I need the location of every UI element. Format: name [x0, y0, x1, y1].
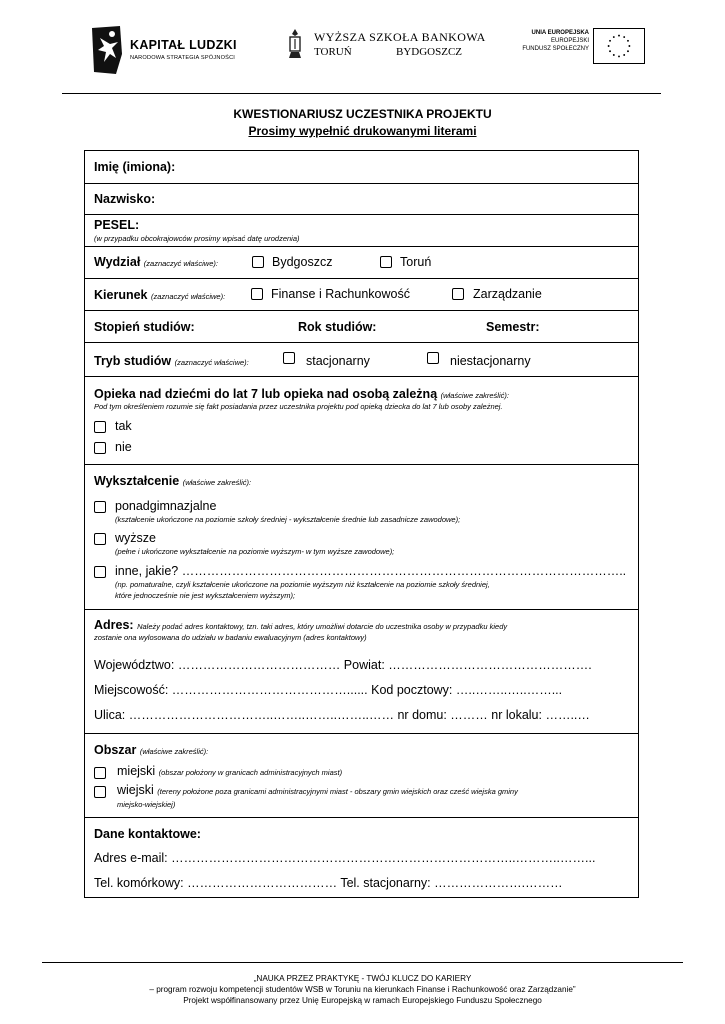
option-wiejski [117, 783, 518, 797]
kierunek-label [94, 288, 225, 302]
obszar-note: (właściwe zakreślić): [139, 747, 209, 756]
page-subtitle-text: Prosimy wypełnić drukowanymi literami [248, 124, 477, 138]
option-bydgoszcz: Bydgoszcz [272, 255, 333, 269]
kontakt-line-email[interactable]: Adres e-mail: ………………………………………………………………………..………..……... [94, 851, 596, 865]
footer-line-1: „NAUKA PRZEZ PRAKTYKĘ - TWÓJ KLUCZ DO KARIERY [253, 974, 472, 983]
kapital-ludzki-mark-icon [90, 24, 124, 76]
checkbox-nie[interactable] [94, 442, 106, 454]
opieka-label-text: Opieka nad dziećmi do lat 7 lub opieka nad osobą zależną [94, 387, 438, 401]
obszar-label [94, 743, 208, 757]
ponadgimnazjalne-note: (kształcenie ukończone na poziomie szkoły średniej - wykształcenie średnie lub zasadnicze zawodowe); [115, 515, 461, 524]
checkbox-finanse[interactable] [251, 288, 263, 300]
checkbox-stacjonarny[interactable] [283, 352, 295, 364]
obszar-label-text: Obszar [94, 743, 137, 757]
row-opieka [85, 377, 638, 465]
pesel-label: PESEL: [94, 218, 140, 232]
option-miejski-text: miejski [117, 764, 156, 778]
row-imie[interactable] [85, 151, 638, 184]
ue-line-2: EUROPEJSKI [550, 38, 589, 44]
adres-note-2: zostanie ona wylosowana do udziału w badaniu ewaluacyjnym (adres kontaktowy) [94, 633, 367, 642]
row-tryb [85, 343, 638, 377]
kierunek-label-text: Kierunek [94, 288, 148, 302]
kapital-ludzki-subtitle: NARODOWA STRATEGIA SPÓJNOŚCI [130, 55, 236, 61]
option-niestacjonarny: niestacjonarny [450, 354, 531, 368]
page-subtitle [0, 124, 725, 138]
tryb-label [94, 354, 249, 368]
kierunek-note: (zaznaczyć właściwe): [150, 292, 226, 301]
option-zarzadzanie: Zarządzanie [473, 287, 542, 301]
wsb-city-torun: TORUŃ [314, 46, 352, 58]
adres-line-wojewodztwo[interactable]: Województwo: ………………………………… Powiat: …………………………………………. [94, 658, 592, 672]
ue-efs-logo [497, 28, 645, 64]
kapital-ludzki-title: KAPITAŁ LUDZKI [130, 38, 237, 52]
row-kierunek [85, 279, 638, 311]
option-wyzsze: wyższe [115, 531, 156, 545]
questionnaire-form [84, 150, 639, 898]
row-wyksztalcenie [85, 465, 638, 610]
stopien-label[interactable]: Stopień studiów: [94, 320, 195, 334]
opieka-note: (właściwe zakreślić): [440, 391, 509, 400]
wyzsze-note: (pełne i ukończone wykształcenie na poziomie wyższym- w tym wyższe zawodowe); [115, 547, 395, 556]
option-miejski [117, 764, 342, 778]
ue-text [497, 29, 589, 53]
checkbox-inne[interactable] [94, 566, 106, 578]
row-obszar [85, 734, 638, 818]
checkbox-torun[interactable] [380, 256, 392, 268]
ue-line-1: UNIA EUROPEJSKA [531, 30, 589, 36]
option-stacjonarny: stacjonarny [306, 354, 370, 368]
wsb-city-bydgoszcz: BYDGOSZCZ [396, 46, 463, 58]
checkbox-bydgoszcz[interactable] [252, 256, 264, 268]
tryb-note: (zaznaczyć właściwe): [174, 358, 249, 367]
row-wydzial [85, 247, 638, 279]
footer [0, 973, 725, 1006]
checkbox-wiejski[interactable] [94, 786, 106, 798]
imie-label: Imię (imiona): [94, 160, 176, 174]
rok-label[interactable]: Rok studiów: [298, 320, 377, 334]
checkbox-miejski[interactable] [94, 767, 106, 779]
option-inne[interactable]: inne, jakie? …………………………………………………………………………………………….. [115, 564, 627, 578]
option-torun: Toruń [400, 255, 432, 269]
adres-line-ulica[interactable]: Ulica: ……………………………..……..……..……..…… nr domu: ……… nr lokalu: ……..… [94, 708, 590, 722]
option-tak: tak [115, 419, 132, 433]
checkbox-zarzadzanie[interactable] [452, 288, 464, 300]
opieka-description: Pod tym określeniem rozumie się fakt posiadania przez uczestnika projektu pod opieką dziecka do lat 7 lub osoby zależnej. [94, 402, 503, 411]
footer-divider [42, 962, 683, 963]
option-wiejski-text: wiejski [117, 783, 154, 797]
checkbox-ponadgimnazjalne[interactable] [94, 501, 106, 513]
row-pesel[interactable] [85, 215, 638, 247]
ue-line-3: FUNDUSZ SPOŁECZNY [522, 46, 589, 52]
row-adres [85, 610, 638, 734]
row-studia [85, 311, 638, 343]
page-title: KWESTIONARIUSZ UCZESTNIKA PROJEKTU [233, 107, 492, 121]
kontakt-label: Dane kontaktowe: [94, 827, 201, 841]
wydzial-note: (zaznaczyć właściwe): [143, 259, 218, 268]
inne-note-1: (np. pomaturalne, czyli kształcenie ukończone na poziomie wyższym niż kształcenie na poziomie szkoły średniej, [115, 580, 490, 589]
nazwisko-label: Nazwisko: [94, 192, 156, 206]
checkbox-wyzsze[interactable] [94, 533, 106, 545]
wyksztalcenie-note: (właściwe zakreślić): [182, 478, 252, 487]
kapital-ludzki-logo [90, 24, 250, 76]
eu-flag-icon [593, 28, 645, 64]
option-ponadgimnazjalne: ponadgimnazjalne [115, 499, 217, 513]
row-kontakt [85, 818, 638, 898]
wyksztalcenie-label [94, 474, 251, 488]
inne-note-2: które jednocześnie nie jest wykształceniem wyższym); [115, 591, 296, 600]
kontakt-line-telefon[interactable]: Tel. komórkowy: ……………………………… Tel. stacjonarny: ………………….……… [94, 876, 563, 890]
wyksztalcenie-label-text: Wykształcenie [94, 474, 180, 488]
wiejski-note-1: (tereny położone poza granicami administracyjnymi miast - obszary gmin wiejskich oraz cześć wiejska gminy [157, 787, 518, 796]
row-nazwisko[interactable] [85, 184, 638, 215]
option-nie: nie [115, 440, 132, 454]
header-divider [62, 93, 661, 94]
adres-label [94, 618, 507, 632]
wsb-crest-icon [286, 28, 304, 60]
wsb-name: WYŻSZA SZKOŁA BANKOWA [314, 30, 486, 44]
wiejski-note-2: miejsko-wiejskiej) [117, 800, 176, 809]
footer-line-2: – program rozwoju kompetencji studentów WSB w Toruniu na kierunkach Finanse i Rachunkowość oraz Zarządzanie” [149, 985, 576, 994]
checkbox-niestacjonarny[interactable] [427, 352, 439, 364]
pesel-note: (w przypadku obcokrajowców prosimy wpisać datę urodzenia) [94, 234, 300, 243]
tryb-label-text: Tryb studiów [94, 354, 172, 368]
header-logos [80, 18, 645, 80]
adres-label-text: Adres: [94, 618, 134, 632]
footer-line-3: Projekt współfinansowany przez Unię Europejską w ramach Europejskiego Funduszu Społecznego [183, 996, 542, 1005]
wsb-logo [286, 28, 486, 68]
adres-note-1: Należy podać adres kontaktowy, tzn. taki adres, który umożliwi dotarcie do uczestnika osoby w przypadku kiedy [137, 622, 508, 631]
option-finanse: Finanse i Rachunkowość [271, 287, 410, 301]
opieka-label [94, 387, 509, 401]
wydzial-label-text: Wydział [94, 255, 141, 269]
adres-line-miejscowosc[interactable]: Miejscowość: ……………………………………...... Kod pocztowy: …..……..…..……... [94, 683, 563, 697]
checkbox-tak[interactable] [94, 421, 106, 433]
semestr-label[interactable]: Semestr: [486, 320, 540, 334]
wydzial-label [94, 255, 218, 269]
miejski-note: (obszar położony w granicach administracyjnych miast) [158, 768, 343, 777]
